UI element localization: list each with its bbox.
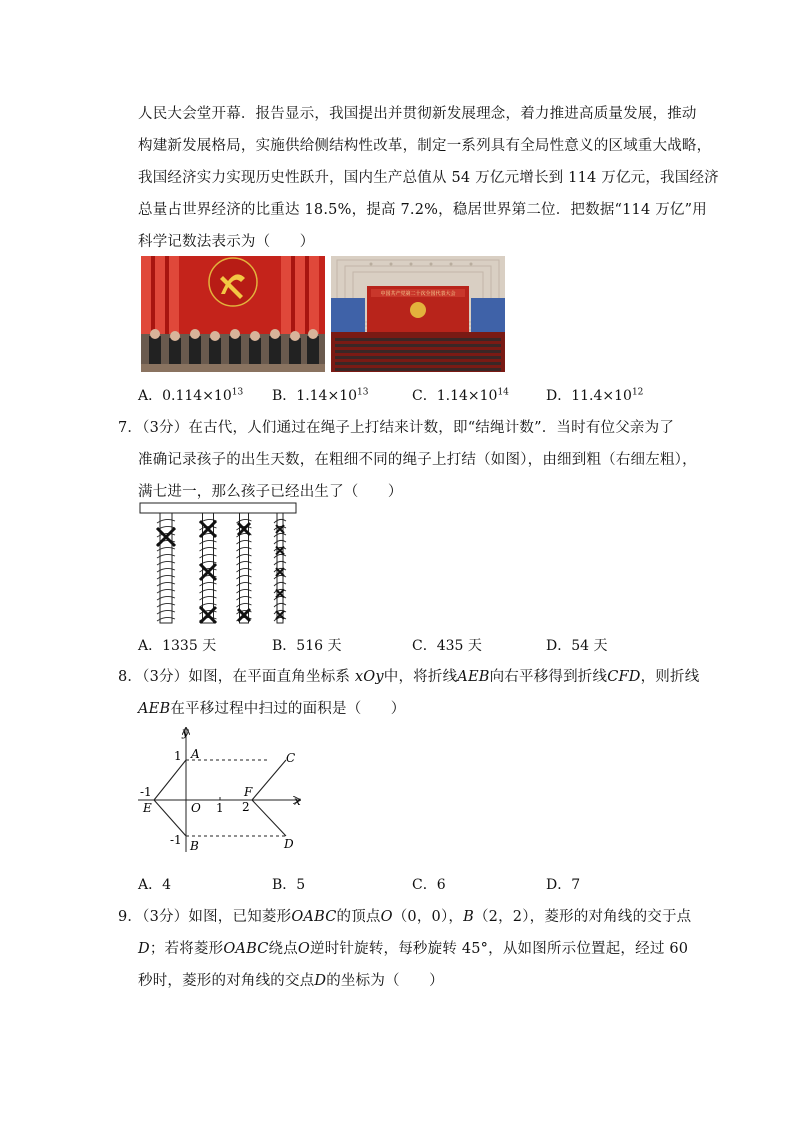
polyline-cfd: [252, 760, 286, 836]
q8-var-cfd: CFD: [607, 669, 641, 685]
option-value: 1.14×10: [436, 388, 498, 404]
q7-text-line-2: 准确记录孩子的出生天数，在粗细不同的绳子上打结（如图），由细到粗（右细左粗），: [138, 452, 697, 468]
origin-label: O: [191, 801, 201, 815]
q8-text: 在平移过程中扫过的面积是（ ）: [170, 701, 406, 717]
q9-text: （2，2），菱形的对角线的交于点: [473, 909, 692, 925]
great-hall-photo: [331, 256, 505, 372]
q8-option-a[interactable]: A．4: [138, 877, 172, 893]
q8-var-aeb: AEB: [457, 669, 490, 685]
q8-var-xoy: xOy: [354, 669, 384, 685]
q6-text-line-4: 总量占世界经济的比重达 18.5%，提高 7.2%，稳居世界第二位．把数据“114 万亿”用: [138, 202, 707, 218]
point-b-label: B: [190, 839, 199, 853]
hall-banner-text: 中国共产党第二十次全国代表大会: [380, 291, 456, 297]
q9-text: ；若将菱形: [149, 941, 224, 957]
option-label: B．: [272, 388, 297, 404]
rope: [160, 513, 172, 623]
point-a-label: A: [191, 747, 200, 761]
x-tick-2: 2: [242, 800, 250, 814]
q6-option-b[interactable]: [272, 385, 368, 405]
option-value: 0.114×10: [162, 388, 232, 404]
q9-text: 的顶点: [336, 909, 381, 925]
q7-option-b[interactable]: B．516 天: [272, 638, 342, 654]
option-exponent: 14: [497, 387, 509, 398]
q9-text: 逆时针旋转，每秒旋转 45°，从如图所示位置起，经过 60: [310, 941, 689, 957]
ropes-group: [157, 513, 286, 623]
q8-option-b[interactable]: B．5: [272, 877, 306, 893]
x-tick-neg-1: -1: [140, 785, 152, 799]
q9-var: OABC: [291, 909, 337, 925]
coordinate-figure: [134, 724, 314, 854]
option-label: D．: [546, 388, 572, 404]
y-tick-neg-1: -1: [170, 833, 182, 847]
q6-option-a[interactable]: [138, 385, 243, 405]
q7-option-c[interactable]: C．435 天: [412, 638, 482, 654]
q7-text-line-3: 满七进一，那么孩子已经出生了（ ）: [138, 484, 403, 500]
q6-text-line-2: 构建新发展格局，实施供给侧结构性改革，制定一系列具有全局性意义的区域重大战略，: [138, 138, 712, 154]
q8-text: 向右平移得到折线: [489, 669, 608, 685]
q9-text-line-3: [138, 969, 444, 990]
q8-option-d[interactable]: D．7: [546, 877, 581, 893]
q9-text-line-2: [138, 937, 688, 958]
q9-var: O: [380, 909, 393, 925]
q6-option-c[interactable]: [412, 385, 509, 405]
q7-option-a[interactable]: A．1335 天: [138, 638, 217, 654]
q8-text: 中，将折线: [383, 669, 458, 685]
q9-var: D: [314, 973, 327, 989]
point-f-label: F: [244, 785, 253, 799]
option-label: C．: [412, 388, 437, 404]
q8-text: 8．（3分）如图，在平面直角坐标系: [118, 669, 351, 685]
y-tick-1: 1: [174, 749, 182, 763]
q9-text: 秒时，菱形的对角线的交点: [138, 973, 315, 989]
point-e-label: E: [143, 801, 152, 815]
point-c-label: C: [286, 751, 296, 765]
q9-text: 绕点: [268, 941, 298, 957]
q9-text: 9．（3分）如图，已知菱形: [118, 909, 292, 925]
q8-text-line-2: [138, 697, 406, 718]
q7-option-d[interactable]: D．54 天: [546, 638, 608, 654]
q8-text-line-1: [118, 665, 699, 686]
q9-var: B: [463, 909, 474, 925]
q9-text-line-1: [118, 905, 691, 926]
option-exponent: 12: [631, 387, 644, 398]
polyline-aeb: [154, 760, 186, 836]
x-axis-label: x: [294, 794, 301, 808]
option-exponent: 13: [357, 387, 369, 398]
q8-var-aeb: AEB: [138, 701, 171, 717]
option-exponent: 13: [231, 387, 244, 398]
point-d-label: D: [284, 837, 294, 851]
q6-text-line-5: 科学记数法表示为（ ）: [138, 234, 315, 250]
y-axis-label: y: [182, 725, 189, 739]
q9-var: O: [297, 941, 311, 957]
q9-var: D: [138, 941, 150, 957]
x-tick-1: 1: [216, 801, 224, 815]
q7-text-line-1: 7．（3分）在古代，人们通过在绳子上打结来计数，即“结绳计数”．当时有位父亲为了: [118, 420, 675, 436]
q9-text: （0，0），: [392, 909, 464, 925]
q6-text-line-3: 我国经济实力实现历史性跃升，国内生产总值从 54 万亿元增长到 114 万亿元，我国经济: [138, 170, 719, 186]
q6-text-line-1: 人民大会堂开幕．报告显示，我国提出并贯彻新发展理念，着力推进高质量发展，推动: [138, 106, 697, 122]
q9-text: 的坐标为（ ）: [326, 973, 444, 989]
congress-stage-photo: [141, 256, 325, 372]
option-label: A．: [138, 388, 163, 404]
q9-var: OABC: [223, 941, 269, 957]
option-value: 1.14×10: [296, 388, 358, 404]
q6-option-d[interactable]: [546, 385, 643, 405]
q8-text: ，则折线: [640, 669, 700, 685]
option-value: 11.4×10: [571, 388, 632, 404]
knotted-ropes-figure: [138, 501, 302, 627]
q8-option-c[interactable]: C．6: [412, 877, 446, 893]
